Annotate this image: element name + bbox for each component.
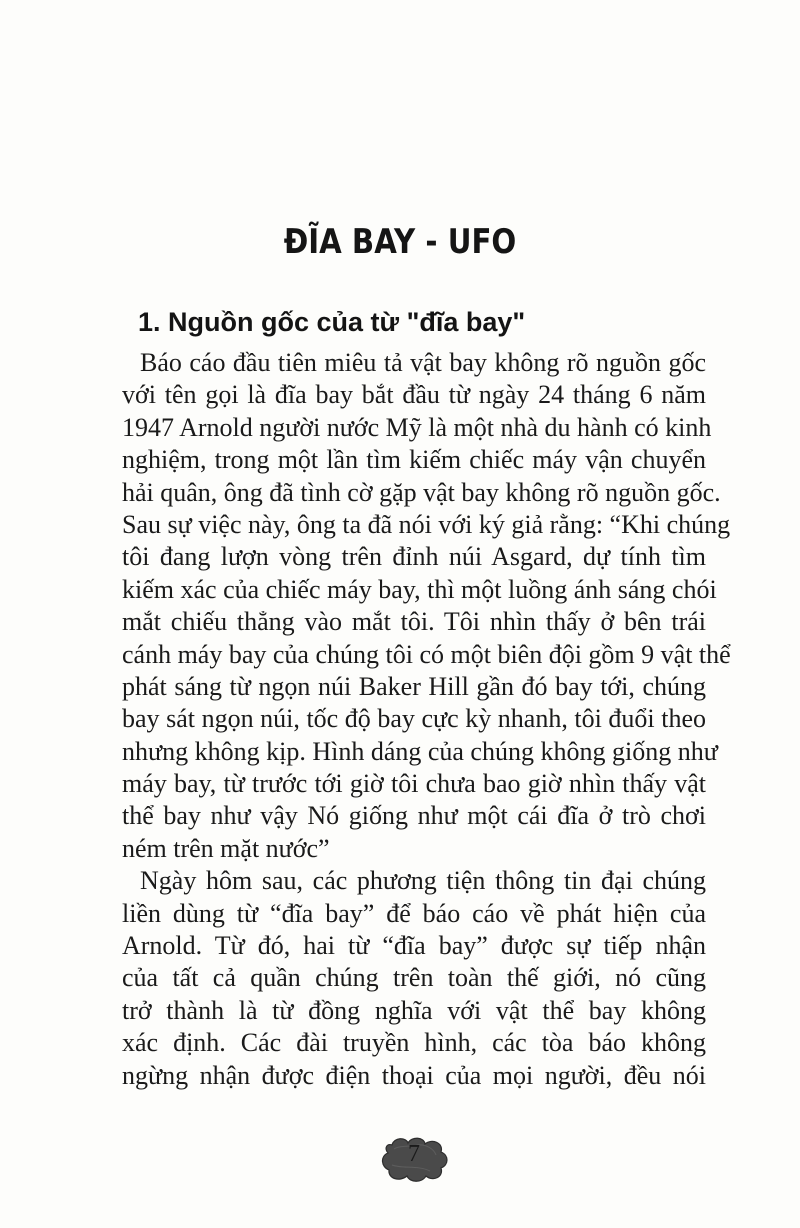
- text-line: với tên gọi là đĩa bay bắt đầu từ ngày 24 tháng 6 năm: [122, 380, 706, 410]
- text-line: nghiệm, trong một lần tìm kiếm chiếc máy vận chuyển: [122, 445, 706, 475]
- page-number: 7: [408, 1141, 420, 1167]
- text-line: thể bay như vậy Nó giống như một cái đĩa ở trò chơi: [122, 801, 706, 831]
- text-line: phát sáng từ ngọn núi Baker Hill gần đó bay tới, chúng: [122, 671, 706, 701]
- text-line: ngừng nhận được điện thoại của mọi người, đều nói: [122, 1060, 706, 1090]
- text-line: Ngày hôm sau, các phương tiện thông tin đại chúng: [140, 866, 706, 896]
- text-line: Sau sự việc này, ông ta đã nói với ký giả rằng: “Khi chúng: [122, 509, 731, 539]
- text-line: trở thành là từ đồng nghĩa với vật thể bay không: [122, 995, 706, 1025]
- text-line: bay sát ngọn núi, tốc độ bay cực kỳ nhanh, tôi đuổi theo: [122, 704, 706, 734]
- text-line: cánh máy bay của chúng tôi có một biên đội gồm 9 vật thể: [122, 639, 731, 669]
- text-line: mắt chiếu thẳng vào mắt tôi. Tôi nhìn thấy ở bên trái: [122, 607, 706, 637]
- text-line: 1947 Arnold người nước Mỹ là một nhà du hành có kinh: [122, 412, 712, 442]
- text-line: liền dùng từ “đĩa bay” để báo cáo về phát hiện của: [122, 898, 706, 928]
- text-line: hải quân, ông đã tình cờ gặp vật bay không rõ nguồn gốc.: [122, 477, 721, 507]
- text-line: của tất cả quần chúng trên toàn thế giới, nó cũng: [122, 963, 706, 993]
- text-line: Báo cáo đầu tiên miêu tả vật bay không rõ nguồn gốc: [140, 348, 706, 377]
- chapter-title: ĐĨA BAY - UFO: [283, 222, 517, 262]
- text-line: ném trên mặt nước”: [122, 833, 330, 863]
- text-line: nhưng không kịp. Hình dáng của chúng không giống như: [122, 736, 718, 766]
- text-line: xác định. Các đài truyền hình, các tòa báo không: [122, 1028, 706, 1058]
- text-line: kiếm xác của chiếc máy bay, thì một luồng ánh sáng chói: [122, 574, 717, 604]
- text-line: máy bay, từ trước tới giờ tôi chưa bao giờ nhìn thấy vật: [122, 769, 706, 799]
- text-line: Arnold. Từ đó, hai từ “đĩa bay” được sự tiếp nhận: [122, 931, 706, 961]
- body-text: [122, 347, 731, 1092]
- text-line: tôi đang lượn vòng trên đỉnh núi Asgard, dự tính tìm: [122, 542, 706, 572]
- page-number-badge: [378, 1135, 450, 1183]
- section-heading: 1. Nguồn gốc của từ "đĩa bay": [138, 307, 526, 337]
